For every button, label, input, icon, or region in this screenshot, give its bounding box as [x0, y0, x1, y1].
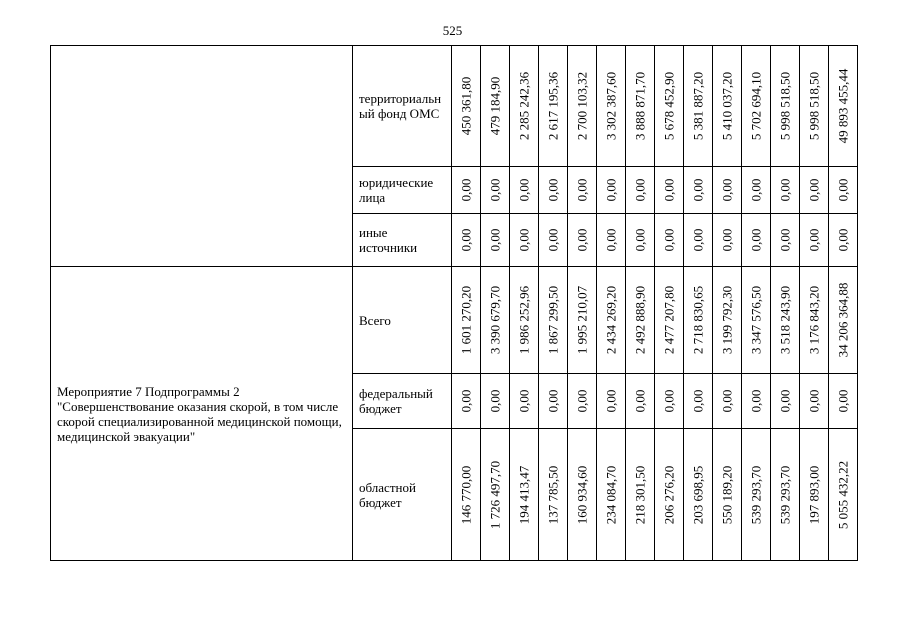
amount-cell — [742, 167, 771, 214]
amount-value: 0,00 — [661, 228, 677, 252]
amount-cell — [713, 374, 742, 429]
amount-value: 5 702 694,10 — [748, 71, 764, 141]
amount-value: 2 492 888,90 — [632, 285, 648, 355]
amount-value: 3 176 843,20 — [806, 285, 822, 355]
amount-cell — [597, 429, 626, 561]
amount-value: 0,00 — [748, 228, 764, 252]
amount-value: 0,00 — [806, 178, 822, 202]
amount-cell — [655, 267, 684, 374]
amount-value: 2 285 242,36 — [516, 71, 532, 141]
amount-value: 0,00 — [545, 389, 561, 413]
amount-cell — [742, 267, 771, 374]
amount-value: 0,00 — [690, 178, 706, 202]
amount-cell — [452, 46, 481, 167]
amount-cell — [481, 267, 510, 374]
amount-cell — [800, 46, 829, 167]
amount-value: 3 199 792,30 — [719, 285, 735, 355]
amount-value: 1 995 210,07 — [574, 285, 590, 355]
amount-value: 218 301,50 — [632, 465, 648, 524]
amount-cell — [626, 46, 655, 167]
amount-cell — [481, 46, 510, 167]
amount-cell — [568, 429, 597, 561]
amount-cell — [684, 214, 713, 267]
funding-source-cell: федеральный бюджет — [353, 374, 452, 429]
amount-cell — [481, 374, 510, 429]
amount-cell — [771, 429, 800, 561]
amount-cell — [539, 46, 568, 167]
measure-description-cell — [51, 46, 353, 267]
amount-cell — [626, 429, 655, 561]
page-number: 525 — [442, 23, 463, 38]
amount-cell — [626, 267, 655, 374]
amount-value: 0,00 — [806, 389, 822, 413]
amount-cell — [684, 429, 713, 561]
amount-value: 0,00 — [661, 389, 677, 413]
amount-value: 0,00 — [574, 228, 590, 252]
amount-cell — [771, 167, 800, 214]
amount-cell — [800, 267, 829, 374]
amount-cell — [713, 429, 742, 561]
amount-value: 0,00 — [458, 389, 474, 413]
amount-cell — [539, 167, 568, 214]
amount-cell — [655, 214, 684, 267]
amount-value: 2 700 103,32 — [574, 71, 590, 141]
funding-source-cell: юридические лица — [353, 167, 452, 214]
amount-value: 0,00 — [487, 178, 503, 202]
amount-value: 539 293,70 — [777, 465, 793, 524]
amount-cell — [742, 214, 771, 267]
amount-value: 34 206 364,88 — [835, 282, 851, 358]
amount-value: 0,00 — [748, 178, 764, 202]
amount-value: 0,00 — [777, 389, 793, 413]
amount-cell — [771, 374, 800, 429]
amount-cell — [684, 46, 713, 167]
amount-cell — [452, 167, 481, 214]
amount-value: 0,00 — [603, 389, 619, 413]
amount-cell — [829, 214, 858, 267]
amount-value: 5 055 432,22 — [835, 460, 851, 529]
amount-value: 0,00 — [545, 228, 561, 252]
amount-cell — [655, 46, 684, 167]
amount-cell — [742, 46, 771, 167]
amount-value: 0,00 — [603, 178, 619, 202]
amount-value: 0,00 — [777, 178, 793, 202]
amount-cell — [800, 167, 829, 214]
amount-value: 49 893 455,44 — [835, 68, 851, 144]
amount-value: 539 293,70 — [748, 465, 764, 524]
amount-cell — [771, 214, 800, 267]
amount-cell — [655, 429, 684, 561]
amount-cell — [800, 374, 829, 429]
amount-cell — [568, 374, 597, 429]
amount-value: 5 678 452,90 — [661, 71, 677, 141]
amount-cell — [626, 214, 655, 267]
funding-source-cell: Всего — [353, 267, 452, 374]
amount-value: 0,00 — [458, 178, 474, 202]
amount-cell — [597, 46, 626, 167]
table-row — [51, 46, 858, 167]
amount-value: 2 434 269,20 — [603, 285, 619, 355]
amount-value: 0,00 — [632, 389, 648, 413]
amount-value: 146 770,00 — [458, 465, 474, 524]
amount-value: 0,00 — [603, 228, 619, 252]
amount-cell — [713, 167, 742, 214]
amount-cell — [829, 429, 858, 561]
amount-value: 0,00 — [690, 228, 706, 252]
amount-cell — [655, 167, 684, 214]
amount-value: 234 084,70 — [603, 465, 619, 524]
budget-table-body — [51, 46, 858, 561]
amount-value: 3 518 243,90 — [777, 285, 793, 355]
amount-cell — [510, 374, 539, 429]
amount-cell — [539, 267, 568, 374]
amount-value: 450 361,80 — [458, 76, 474, 136]
amount-cell — [452, 267, 481, 374]
amount-cell — [626, 167, 655, 214]
amount-cell — [539, 214, 568, 267]
amount-cell — [568, 46, 597, 167]
amount-value: 2 718 830,65 — [690, 285, 706, 355]
amount-value: 550 189,20 — [719, 465, 735, 524]
amount-cell — [829, 46, 858, 167]
amount-cell — [771, 267, 800, 374]
amount-cell — [510, 214, 539, 267]
amount-value: 5 410 037,20 — [719, 71, 735, 141]
amount-cell — [713, 46, 742, 167]
amount-cell — [481, 214, 510, 267]
amount-value: 0,00 — [487, 389, 503, 413]
amount-value: 0,00 — [661, 178, 677, 202]
amount-value: 1 867 299,50 — [545, 285, 561, 355]
amount-cell — [800, 429, 829, 561]
amount-value: 2 617 195,36 — [545, 71, 561, 141]
amount-value: 203 698,95 — [690, 465, 706, 524]
amount-cell — [626, 374, 655, 429]
amount-value: 0,00 — [806, 228, 822, 252]
amount-value: 479 184,90 — [487, 76, 503, 136]
amount-cell — [539, 429, 568, 561]
funding-source-cell: территориальн ый фонд ОМС — [353, 46, 452, 167]
amount-cell — [713, 267, 742, 374]
amount-cell — [655, 374, 684, 429]
amount-value: 160 934,60 — [574, 465, 590, 524]
amount-cell — [742, 374, 771, 429]
amount-cell — [568, 167, 597, 214]
amount-cell — [481, 429, 510, 561]
amount-value: 1 601 270,20 — [458, 285, 474, 355]
amount-value: 0,00 — [835, 178, 851, 202]
amount-cell — [452, 429, 481, 561]
amount-value: 0,00 — [719, 178, 735, 202]
amount-value: 0,00 — [574, 178, 590, 202]
amount-cell — [510, 267, 539, 374]
amount-cell — [568, 214, 597, 267]
amount-cell — [452, 374, 481, 429]
amount-value: 0,00 — [516, 178, 532, 202]
amount-cell — [568, 267, 597, 374]
amount-value: 0,00 — [458, 228, 474, 252]
amount-cell — [597, 267, 626, 374]
amount-cell — [597, 167, 626, 214]
amount-cell — [771, 46, 800, 167]
amount-cell — [452, 214, 481, 267]
table-row — [51, 267, 858, 374]
amount-value: 197 893,00 — [806, 465, 822, 524]
amount-cell — [829, 374, 858, 429]
amount-value: 0,00 — [748, 389, 764, 413]
amount-cell — [684, 267, 713, 374]
amount-value: 1 986 252,96 — [516, 285, 532, 355]
amount-value: 206 276,20 — [661, 465, 677, 524]
amount-value: 0,00 — [516, 228, 532, 252]
amount-value: 194 413,47 — [516, 465, 532, 524]
amount-cell — [742, 429, 771, 561]
amount-value: 5 998 518,50 — [777, 71, 793, 141]
amount-cell — [510, 429, 539, 561]
amount-value: 3 888 871,70 — [632, 71, 648, 141]
amount-value: 0,00 — [719, 228, 735, 252]
budget-table — [50, 45, 858, 561]
amount-value: 0,00 — [632, 178, 648, 202]
funding-source-cell: иные источники — [353, 214, 452, 267]
amount-value: 3 390 679,70 — [487, 285, 503, 355]
amount-value: 3 347 576,50 — [748, 285, 764, 355]
amount-value: 0,00 — [487, 228, 503, 252]
amount-cell — [713, 214, 742, 267]
amount-cell — [829, 267, 858, 374]
amount-cell — [684, 167, 713, 214]
amount-value: 0,00 — [719, 389, 735, 413]
amount-value: 0,00 — [690, 389, 706, 413]
amount-value: 5 381 887,20 — [690, 71, 706, 141]
amount-cell — [684, 374, 713, 429]
amount-value: 0,00 — [835, 389, 851, 413]
amount-cell — [800, 214, 829, 267]
amount-value: 2 477 207,80 — [661, 285, 677, 355]
amount-cell — [597, 214, 626, 267]
funding-source-cell: областной бюджет — [353, 429, 452, 561]
amount-cell — [481, 167, 510, 214]
amount-cell — [539, 374, 568, 429]
amount-value: 0,00 — [516, 389, 532, 413]
amount-cell — [510, 46, 539, 167]
amount-value: 0,00 — [835, 228, 851, 252]
amount-value: 0,00 — [545, 178, 561, 202]
amount-value: 0,00 — [632, 228, 648, 252]
amount-value: 5 998 518,50 — [806, 71, 822, 141]
amount-cell — [829, 167, 858, 214]
measure-description-cell: Мероприятие 7 Подпрограммы 2 "Совершенствование оказания скорой, в том числе скорой специализированной медицинской помощи, медицинской эвакуации" — [51, 267, 353, 561]
amount-value: 3 302 387,60 — [603, 71, 619, 141]
amount-value: 137 785,50 — [545, 465, 561, 524]
amount-cell — [510, 167, 539, 214]
amount-value: 0,00 — [574, 389, 590, 413]
amount-value: 1 726 497,70 — [487, 460, 503, 529]
amount-cell — [597, 374, 626, 429]
amount-value: 0,00 — [777, 228, 793, 252]
